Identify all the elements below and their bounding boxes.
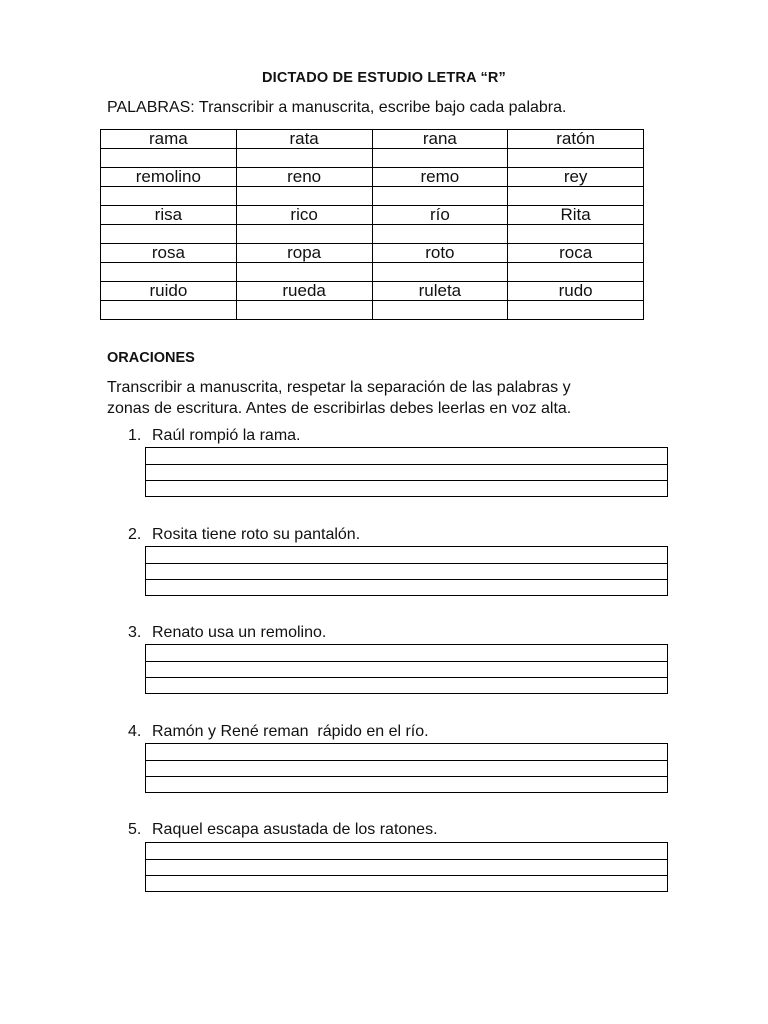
writing-line [146,776,667,777]
word-cell: rata [236,130,372,149]
writing-cell[interactable] [372,263,508,282]
writing-row [101,187,644,206]
word-cell: rana [372,130,508,149]
writing-line [146,480,667,481]
word-row [101,168,644,187]
word-cell: rosa [101,244,237,263]
sentence-number: 5. [128,821,142,838]
sentence-text: Ramón y René reman rápido en el río. [152,723,429,740]
sentences-title: ORACIONES [107,350,195,366]
word-cell: rey [508,168,644,187]
word-cell: rico [236,206,372,225]
word-row [101,282,644,301]
sentence-item [128,821,438,839]
words-table [100,129,644,320]
sentence-number: 1. [128,427,142,444]
writing-cell[interactable] [101,225,237,244]
writing-line [146,464,667,465]
writing-cell[interactable] [236,187,372,206]
sentence-number: 2. [128,526,142,543]
sentence-item [128,526,360,544]
word-cell: Rita [508,206,644,225]
writing-line [146,563,667,564]
writing-cell[interactable] [372,187,508,206]
writing-cell[interactable] [101,263,237,282]
writing-lines[interactable] [145,743,668,793]
writing-line [146,760,667,761]
word-cell: remolino [101,168,237,187]
word-row [101,244,644,263]
worksheet-title: DICTADO DE ESTUDIO LETRA “R” [261,70,507,86]
writing-cell[interactable] [372,149,508,168]
writing-cell[interactable] [101,301,237,320]
word-cell: reno [236,168,372,187]
sentences-instruction [107,377,667,419]
word-cell: rudo [508,282,644,301]
sentence-item [128,624,326,642]
writing-cell[interactable] [372,225,508,244]
writing-cell[interactable] [508,187,644,206]
word-cell: risa [101,206,237,225]
writing-cell[interactable] [508,225,644,244]
writing-line [146,875,667,876]
writing-cell[interactable] [372,301,508,320]
writing-cell[interactable] [101,187,237,206]
writing-lines[interactable] [145,644,668,694]
writing-row [101,301,644,320]
word-cell: rueda [236,282,372,301]
word-cell: ruleta [372,282,508,301]
writing-lines[interactable] [145,842,668,892]
writing-row [101,149,644,168]
writing-line [146,677,667,678]
word-cell: río [372,206,508,225]
sentences-instruction-line: zonas de escritura. Antes de escribirlas debes leerlas en voz alta. [107,400,572,417]
writing-line [146,579,667,580]
word-cell: remo [372,168,508,187]
writing-line [146,859,667,860]
writing-line [146,661,667,662]
sentence-number: 4. [128,723,142,740]
sentences-instruction-line: Transcribir a manuscrita, respetar la separación de las palabras y [107,379,571,396]
writing-cell[interactable] [236,149,372,168]
word-row [101,130,644,149]
word-row [101,206,644,225]
sentence-text: Rosita tiene roto su pantalón. [152,526,361,543]
writing-cell[interactable] [508,301,644,320]
sentence-text: Raúl rompió la rama. [152,427,301,444]
word-cell: roca [508,244,644,263]
writing-lines[interactable] [145,447,668,497]
word-cell: rama [101,130,237,149]
word-cell: ropa [236,244,372,263]
sentence-text: Raquel escapa asustada de los ratones. [152,821,438,838]
sentence-number: 3. [128,624,142,641]
word-cell: roto [372,244,508,263]
writing-cell[interactable] [508,149,644,168]
writing-cell[interactable] [508,263,644,282]
sentence-item [128,427,301,445]
writing-cell[interactable] [236,225,372,244]
sentence-text: Renato usa un remolino. [152,624,327,641]
words-instruction: PALABRAS: Transcribir a manuscrita, escribe bajo cada palabra. [107,99,567,116]
writing-cell[interactable] [101,149,237,168]
writing-cell[interactable] [236,301,372,320]
writing-lines[interactable] [145,546,668,596]
sentence-item [128,723,429,741]
writing-cell[interactable] [236,263,372,282]
word-cell: ruido [101,282,237,301]
word-cell: ratón [508,130,644,149]
writing-row [101,263,644,282]
writing-row [101,225,644,244]
